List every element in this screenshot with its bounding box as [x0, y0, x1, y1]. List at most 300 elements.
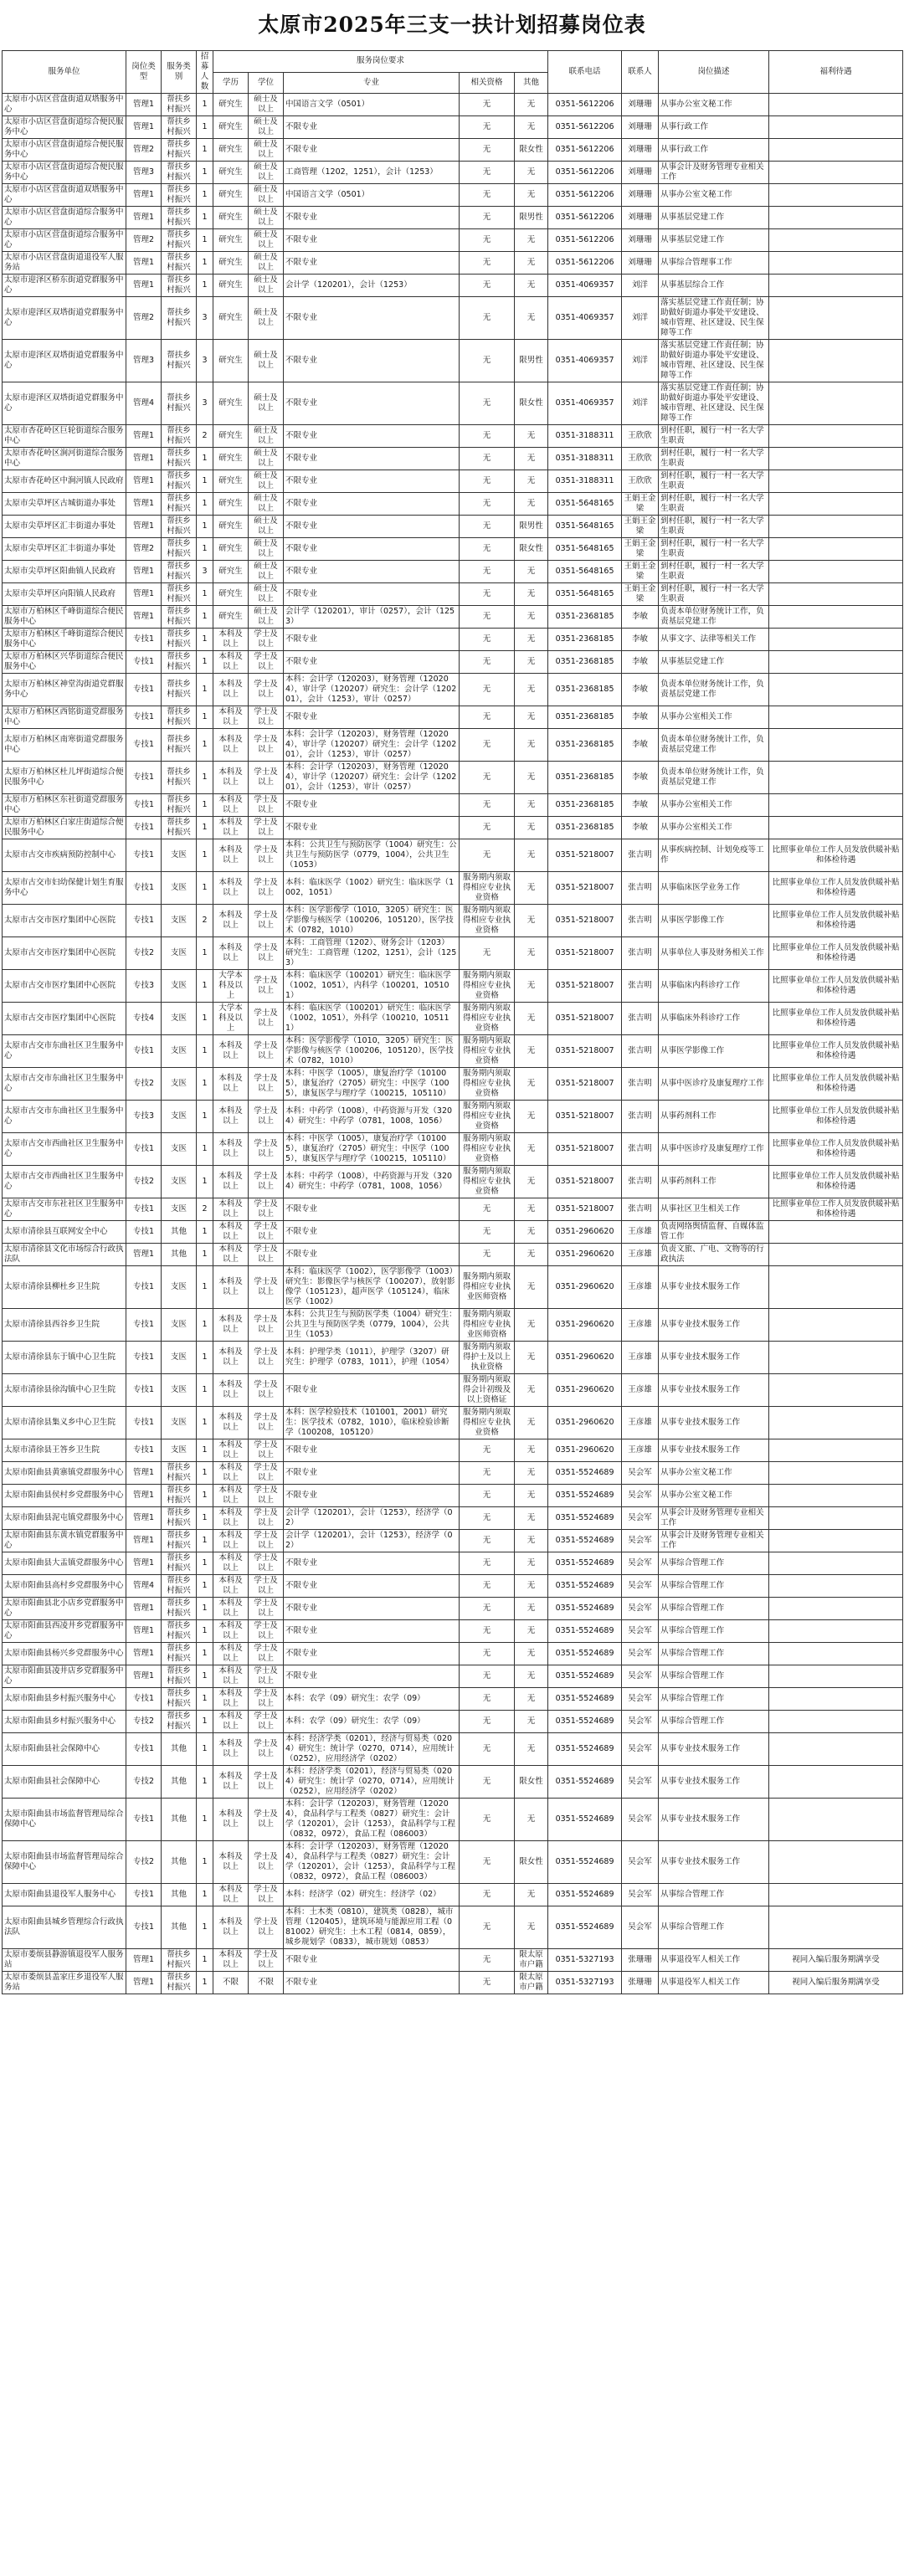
contact-cell: 张吉明	[622, 905, 659, 937]
degree-cell: 硕士及以上	[249, 252, 284, 275]
post-type-cell: 管理1	[126, 448, 162, 470]
desc-cell: 负责本单位财务统计工作，负责基层党建工作	[659, 729, 769, 762]
other-cell: 无	[515, 425, 548, 448]
other-cell: 无	[515, 729, 548, 762]
contact-cell: 李敏	[622, 651, 659, 674]
phone-cell: 0351-2368185	[548, 762, 622, 794]
major-cell: 不限专业	[284, 448, 460, 470]
major-cell: 不限专业	[284, 1374, 460, 1407]
phone-cell: 0351-5327193	[548, 1972, 622, 1994]
header-unit: 服务单位	[3, 51, 126, 94]
phone-cell: 0351-4069357	[548, 275, 622, 297]
post-type-cell: 管理2	[126, 538, 162, 561]
unit-cell: 太原市杏花岭区巨轮街道综合服务中心	[3, 425, 126, 448]
desc-cell: 从事综合管理工作	[659, 1575, 769, 1598]
contact-cell: 王彦雄	[622, 1244, 659, 1266]
desc-cell: 从事综合管理工作	[659, 1643, 769, 1665]
phone-cell: 0351-2368185	[548, 629, 622, 651]
welfare-cell	[769, 1439, 903, 1462]
header-qualification: 相关资格	[460, 72, 515, 94]
desc-cell: 到村任职，履行一村一名大学生职责	[659, 448, 769, 470]
table-row	[3, 1884, 903, 1906]
degree-cell: 学士及以上	[249, 1309, 284, 1342]
post-type-cell: 专技2	[126, 1766, 162, 1799]
degree-cell: 学士及以上	[249, 706, 284, 729]
desc-cell: 从事中医诊疗及康复理疗工作	[659, 1068, 769, 1101]
unit-cell: 太原市古交市医疗集团中心医院	[3, 970, 126, 1003]
unit-cell: 太原市古交市西曲社区卫生服务中心	[3, 1166, 126, 1198]
post-type-cell: 管理1	[126, 583, 162, 606]
phone-cell: 0351-5524689	[548, 1766, 622, 1799]
post-type-cell: 管理1	[126, 252, 162, 275]
post-type-cell: 管理1	[126, 1665, 162, 1688]
other-cell: 无	[515, 629, 548, 651]
other-cell: 限女性	[515, 538, 548, 561]
other-cell: 无	[515, 1485, 548, 1507]
major-cell: 不限专业	[284, 470, 460, 493]
contact-cell: 王娟王金梁	[622, 583, 659, 606]
count-cell: 1	[197, 1711, 213, 1733]
edu-cell: 研究生	[213, 583, 249, 606]
major-cell: 本科：医学影像学（1010，3205）研究生：医学影像与核医学（100206，105120），医学技术（0782，1010）	[284, 905, 460, 937]
welfare-cell	[769, 1530, 903, 1552]
qualification-cell: 无	[460, 1711, 515, 1733]
table-row	[3, 1342, 903, 1374]
qualification-cell: 无	[460, 340, 515, 382]
contact-cell: 吴会军	[622, 1575, 659, 1598]
service-type-cell: 帮扶乡村振兴	[162, 1972, 197, 1994]
other-cell: 无	[515, 252, 548, 275]
post-type-cell: 管理1	[126, 493, 162, 516]
service-type-cell: 帮扶乡村振兴	[162, 674, 197, 706]
degree-cell: 硕士及以上	[249, 516, 284, 538]
service-type-cell: 帮扶乡村振兴	[162, 1485, 197, 1507]
other-cell: 无	[515, 1266, 548, 1309]
other-cell: 无	[515, 1530, 548, 1552]
edu-cell: 本科及以上	[213, 1101, 249, 1133]
unit-cell: 太原市万柏林区东社街道党群服务中心	[3, 794, 126, 817]
desc-cell: 从事会计及财务管理专业相关工作	[659, 162, 769, 184]
count-cell: 1	[197, 1485, 213, 1507]
desc-cell: 从事办公室相关工作	[659, 817, 769, 839]
contact-cell: 吴会军	[622, 1799, 659, 1841]
major-cell: 本科：临床医学（1002）研究生：临床医学（1002，1051）	[284, 872, 460, 905]
unit-cell: 太原市万柏林区千峰街道综合便民服务中心	[3, 606, 126, 629]
major-cell: 不限专业	[284, 116, 460, 139]
unit-cell: 太原市小店区营盘街道综合便民服务中心	[3, 116, 126, 139]
edu-cell: 本科及以上	[213, 1841, 249, 1884]
post-type-cell: 专技2	[126, 937, 162, 970]
other-cell: 无	[515, 872, 548, 905]
post-type-cell: 专技1	[126, 1906, 162, 1949]
qualification-cell: 无	[460, 1575, 515, 1598]
service-type-cell: 帮扶乡村振兴	[162, 1643, 197, 1665]
phone-cell: 0351-5218007	[548, 1133, 622, 1166]
unit-cell: 太原市古交市妇幼保健计划生育服务中心	[3, 872, 126, 905]
unit-cell: 太原市娄烦县盖家庄乡退役军人服务站	[3, 1972, 126, 1994]
major-cell: 会计学（120201），会计（1253）	[284, 275, 460, 297]
other-cell: 无	[515, 1003, 548, 1035]
phone-cell: 0351-2368185	[548, 729, 622, 762]
count-cell: 1	[197, 1733, 213, 1766]
contact-cell: 张吉明	[622, 1166, 659, 1198]
post-type-cell: 管理2	[126, 139, 162, 162]
major-cell: 不限专业	[284, 583, 460, 606]
major-cell: 本科：中药学（1008），中药资源与开发（3204）研究生：中药学（0781，1008，1056）	[284, 1166, 460, 1198]
phone-cell: 0351-2960620	[548, 1342, 622, 1374]
desc-cell: 从事退役军人相关工作	[659, 1949, 769, 1972]
major-cell: 本科：中医学（1005），康复治疗学（101005），康复治疗（2705）研究生：中医学（1005），康复医学与理疗学（100215，105110）	[284, 1068, 460, 1101]
table-row	[3, 1133, 903, 1166]
service-type-cell: 帮扶乡村振兴	[162, 207, 197, 229]
qualification-cell: 无	[460, 706, 515, 729]
service-type-cell: 帮扶乡村振兴	[162, 184, 197, 207]
major-cell: 不限专业	[284, 1552, 460, 1575]
qualification-cell: 无	[460, 1733, 515, 1766]
contact-cell: 王欣欣	[622, 470, 659, 493]
major-cell: 不限专业	[284, 1439, 460, 1462]
qualification-cell: 无	[460, 425, 515, 448]
desc-cell: 从事临床内科诊疗工作	[659, 970, 769, 1003]
contact-cell: 刘珊珊	[622, 207, 659, 229]
service-type-cell: 支医	[162, 1003, 197, 1035]
qualification-cell: 无	[460, 1198, 515, 1221]
post-type-cell: 专技2	[126, 1711, 162, 1733]
phone-cell: 0351-2368185	[548, 651, 622, 674]
degree-cell: 学士及以上	[249, 1068, 284, 1101]
contact-cell: 吴会军	[622, 1665, 659, 1688]
edu-cell: 本科及以上	[213, 1035, 249, 1068]
desc-cell: 从事综合管理工作	[659, 1688, 769, 1711]
service-type-cell: 帮扶乡村振兴	[162, 275, 197, 297]
desc-cell: 到村任职，履行一村一名大学生职责	[659, 583, 769, 606]
unit-cell: 太原市阳曲县城乡管理综合行政执法队	[3, 1906, 126, 1949]
unit-cell: 太原市古交市东曲社区卫生服务中心	[3, 1035, 126, 1068]
phone-cell: 0351-2368185	[548, 674, 622, 706]
count-cell: 1	[197, 583, 213, 606]
contact-cell: 张吉明	[622, 872, 659, 905]
post-type-cell: 专技1	[126, 1407, 162, 1439]
service-type-cell: 帮扶乡村振兴	[162, 794, 197, 817]
count-cell: 1	[197, 1906, 213, 1949]
edu-cell: 研究生	[213, 382, 249, 425]
phone-cell: 0351-5524689	[548, 1799, 622, 1841]
table-row	[3, 1101, 903, 1133]
count-cell: 1	[197, 1575, 213, 1598]
table-row	[3, 762, 903, 794]
contact-cell: 王彦雄	[622, 1407, 659, 1439]
phone-cell: 0351-2368185	[548, 817, 622, 839]
other-cell: 无	[515, 674, 548, 706]
qualification-cell: 无	[460, 448, 515, 470]
phone-cell: 0351-2960620	[548, 1266, 622, 1309]
other-cell: 无	[515, 839, 548, 872]
count-cell: 1	[197, 706, 213, 729]
table-row	[3, 448, 903, 470]
degree-cell: 学士及以上	[249, 1462, 284, 1485]
degree-cell: 学士及以上	[249, 1552, 284, 1575]
count-cell: 1	[197, 872, 213, 905]
unit-cell: 太原市尖草坪区阳曲镇人民政府	[3, 561, 126, 583]
unit-cell: 太原市古交市疾病预防控制中心	[3, 839, 126, 872]
count-cell: 1	[197, 1309, 213, 1342]
welfare-cell: 比照事业单位工作人员发放供暖补贴和体检待遇	[769, 1166, 903, 1198]
desc-cell: 负责本单位财务统计工作，负责基层党建工作	[659, 762, 769, 794]
phone-cell: 0351-5648165	[548, 538, 622, 561]
major-cell: 不限专业	[284, 297, 460, 340]
phone-cell: 0351-5612206	[548, 229, 622, 252]
other-cell: 无	[515, 448, 548, 470]
other-cell: 无	[515, 116, 548, 139]
contact-cell: 王娟王金梁	[622, 493, 659, 516]
contact-cell: 李敏	[622, 762, 659, 794]
count-cell: 3	[197, 297, 213, 340]
desc-cell: 从事临床外科诊疗工作	[659, 1003, 769, 1035]
phone-cell: 0351-5524689	[548, 1841, 622, 1884]
recruitment-table	[2, 50, 903, 1994]
service-type-cell: 其他	[162, 1884, 197, 1906]
phone-cell: 0351-5648165	[548, 561, 622, 583]
table-row	[3, 1266, 903, 1309]
table-row	[3, 1972, 903, 1994]
post-type-cell: 管理4	[126, 1575, 162, 1598]
major-cell: 不限专业	[284, 382, 460, 425]
degree-cell: 不限	[249, 1972, 284, 1994]
service-type-cell: 支医	[162, 1101, 197, 1133]
degree-cell: 学士及以上	[249, 1884, 284, 1906]
unit-cell: 太原市阳曲县市场监督管理局综合保障中心	[3, 1799, 126, 1841]
post-type-cell: 专技1	[126, 1309, 162, 1342]
service-type-cell: 帮扶乡村振兴	[162, 629, 197, 651]
unit-cell: 太原市万柏林区白家庄街道综合便民服务中心	[3, 817, 126, 839]
other-cell: 无	[515, 651, 548, 674]
phone-cell: 0351-5648165	[548, 493, 622, 516]
phone-cell: 0351-5524689	[548, 1552, 622, 1575]
unit-cell: 太原市清徐县王答乡卫生院	[3, 1439, 126, 1462]
degree-cell: 学士及以上	[249, 1766, 284, 1799]
edu-cell: 本科及以上	[213, 1949, 249, 1972]
edu-cell: 研究生	[213, 448, 249, 470]
degree-cell: 硕士及以上	[249, 606, 284, 629]
other-cell: 无	[515, 1552, 548, 1575]
service-type-cell: 帮扶乡村振兴	[162, 651, 197, 674]
service-type-cell: 帮扶乡村振兴	[162, 425, 197, 448]
table-row	[3, 1766, 903, 1799]
qualification-cell: 无	[460, 252, 515, 275]
welfare-cell: 比照事业单位工作人员发放供暖补贴和体检待遇	[769, 839, 903, 872]
desc-cell: 从事医学影像工作	[659, 1035, 769, 1068]
table-row	[3, 229, 903, 252]
phone-cell: 0351-3188311	[548, 470, 622, 493]
service-type-cell: 帮扶乡村振兴	[162, 493, 197, 516]
desc-cell: 从事专业技术服务工作	[659, 1799, 769, 1841]
major-cell: 不限专业	[284, 538, 460, 561]
post-type-cell: 管理1	[126, 1598, 162, 1620]
major-cell: 不限专业	[284, 1949, 460, 1972]
welfare-cell	[769, 116, 903, 139]
other-cell: 无	[515, 1035, 548, 1068]
edu-cell: 本科及以上	[213, 1374, 249, 1407]
phone-cell: 0351-5648165	[548, 516, 622, 538]
phone-cell: 0351-5524689	[548, 1643, 622, 1665]
qualification-cell: 无	[460, 162, 515, 184]
qualification-cell: 无	[460, 229, 515, 252]
count-cell: 1	[197, 1101, 213, 1133]
contact-cell: 王彦雄	[622, 1221, 659, 1244]
table-row	[3, 706, 903, 729]
desc-cell: 到村任职，履行一村一名大学生职责	[659, 516, 769, 538]
edu-cell: 大学本科及以上	[213, 1003, 249, 1035]
post-type-cell: 管理1	[126, 606, 162, 629]
contact-cell: 刘珊珊	[622, 252, 659, 275]
unit-cell: 太原市清徐县柳杜乡卫生院	[3, 1266, 126, 1309]
count-cell: 1	[197, 1407, 213, 1439]
welfare-cell	[769, 470, 903, 493]
qualification-cell: 无	[460, 1799, 515, 1841]
post-type-cell: 专技1	[126, 706, 162, 729]
table-row	[3, 674, 903, 706]
contact-cell: 张吉明	[622, 1003, 659, 1035]
table-row	[3, 1733, 903, 1766]
table-row	[3, 794, 903, 817]
major-cell: 不限专业	[284, 706, 460, 729]
welfare-cell	[769, 762, 903, 794]
degree-cell: 硕士及以上	[249, 493, 284, 516]
qualification-cell: 无	[460, 1766, 515, 1799]
other-cell: 无	[515, 606, 548, 629]
phone-cell: 0351-5218007	[548, 1068, 622, 1101]
qualification-cell: 无	[460, 1462, 515, 1485]
contact-cell: 吴会军	[622, 1711, 659, 1733]
degree-cell: 学士及以上	[249, 1575, 284, 1598]
major-cell: 本科：会计学（120203），财务管理（120204），审计学（120207）研究生：会计学（120201），会计（1253），审计（0257）	[284, 674, 460, 706]
edu-cell: 本科及以上	[213, 706, 249, 729]
post-type-cell: 专技3	[126, 1101, 162, 1133]
welfare-cell: 比照事业单位工作人员发放供暖补贴和体检待遇	[769, 970, 903, 1003]
qualification-cell: 无	[460, 729, 515, 762]
degree-cell: 硕士及以上	[249, 583, 284, 606]
major-cell: 本科：会计学（120203），财务管理（120204），审计学（120207）研究生：会计学（120201），会计（1253），审计（0257）	[284, 729, 460, 762]
welfare-cell	[769, 1374, 903, 1407]
service-type-cell: 支医	[162, 1133, 197, 1166]
unit-cell: 太原市小店区营盘街道双塔服务中心	[3, 94, 126, 116]
table-row	[3, 516, 903, 538]
degree-cell: 学士及以上	[249, 1598, 284, 1620]
other-cell: 无	[515, 1733, 548, 1766]
desc-cell: 从事专业技术服务工作	[659, 1766, 769, 1799]
service-type-cell: 其他	[162, 1906, 197, 1949]
table-row	[3, 970, 903, 1003]
phone-cell: 0351-2960620	[548, 1244, 622, 1266]
edu-cell: 本科及以上	[213, 817, 249, 839]
contact-cell: 刘珊珊	[622, 162, 659, 184]
other-cell: 无	[515, 229, 548, 252]
other-cell: 无	[515, 706, 548, 729]
post-type-cell: 专技1	[126, 1198, 162, 1221]
other-cell: 无	[515, 1101, 548, 1133]
edu-cell: 本科及以上	[213, 1884, 249, 1906]
service-type-cell: 帮扶乡村振兴	[162, 1552, 197, 1575]
unit-cell: 太原市尖草坪区汇丰街道办事处	[3, 516, 126, 538]
phone-cell: 0351-5524689	[548, 1711, 622, 1733]
phone-cell: 0351-5218007	[548, 1198, 622, 1221]
contact-cell: 李敏	[622, 706, 659, 729]
degree-cell: 学士及以上	[249, 1620, 284, 1643]
degree-cell: 学士及以上	[249, 762, 284, 794]
welfare-cell	[769, 1620, 903, 1643]
service-type-cell: 帮扶乡村振兴	[162, 162, 197, 184]
table-row	[3, 139, 903, 162]
desc-cell: 从事专业技术服务工作	[659, 1841, 769, 1884]
degree-cell: 学士及以上	[249, 629, 284, 651]
desc-cell: 从事基层党建工作	[659, 207, 769, 229]
other-cell: 无	[515, 1309, 548, 1342]
other-cell: 无	[515, 297, 548, 340]
major-cell: 本科：会计学（120203），财务管理（120204），食品科学与工程类（0827）研究生：会计学（120201），会计（1253），食品科学与工程（0832，0972），食品工程（086003）	[284, 1841, 460, 1884]
major-cell: 本科：土木类（0810），建筑类（0828），城市管理（120405），建筑环境与能源应用工程（081002）研究生：土木工程（0814，0859），城乡规划学（0833），城市规划（0853）	[284, 1906, 460, 1949]
unit-cell: 太原市阳曲县社会保障中心	[3, 1766, 126, 1799]
degree-cell: 硕士及以上	[249, 538, 284, 561]
count-cell: 1	[197, 1972, 213, 1994]
degree-cell: 学士及以上	[249, 817, 284, 839]
table-row	[3, 1688, 903, 1711]
qualification-cell: 无	[460, 116, 515, 139]
degree-cell: 学士及以上	[249, 794, 284, 817]
service-type-cell: 支医	[162, 937, 197, 970]
header-edu: 学历	[213, 72, 249, 94]
qualification-cell: 无	[460, 651, 515, 674]
unit-cell: 太原市古交市东曲社区卫生服务中心	[3, 1101, 126, 1133]
contact-cell: 吴会军	[622, 1507, 659, 1530]
edu-cell: 本科及以上	[213, 1530, 249, 1552]
major-cell: 本科：农学（09）研究生：农学（09）	[284, 1688, 460, 1711]
contact-cell: 张吉明	[622, 1133, 659, 1166]
major-cell: 不限专业	[284, 651, 460, 674]
count-cell: 1	[197, 1766, 213, 1799]
count-cell: 1	[197, 1884, 213, 1906]
major-cell: 本科：临床医学（100201）研究生：临床医学（1002，1051），内科学（100201，105101）	[284, 970, 460, 1003]
major-cell: 本科：会计学（120203），财务管理（120204），审计学（120207）研究生：会计学（120201），会计（1253），审计（0257）	[284, 762, 460, 794]
phone-cell: 0351-5524689	[548, 1485, 622, 1507]
contact-cell: 刘珊珊	[622, 184, 659, 207]
table-row	[3, 872, 903, 905]
service-type-cell: 其他	[162, 1733, 197, 1766]
desc-cell: 从事专业技术服务工作	[659, 1733, 769, 1766]
degree-cell: 学士及以上	[249, 1485, 284, 1507]
unit-cell: 太原市万柏林区南寒街道党群服务中心	[3, 729, 126, 762]
other-cell: 无	[515, 1439, 548, 1462]
desc-cell: 从事综合管理事工作	[659, 252, 769, 275]
service-type-cell: 支医	[162, 1035, 197, 1068]
count-cell: 1	[197, 1266, 213, 1309]
table-row	[3, 1374, 903, 1407]
major-cell: 不限专业	[284, 1221, 460, 1244]
welfare-cell: 比照事业单位工作人员发放供暖补贴和体检待遇	[769, 1003, 903, 1035]
phone-cell: 0351-2960620	[548, 1374, 622, 1407]
unit-cell: 太原市阳曲县西凌井乡党群服务中心	[3, 1620, 126, 1643]
service-type-cell: 帮扶乡村振兴	[162, 762, 197, 794]
qualification-cell: 无	[460, 538, 515, 561]
other-cell: 无	[515, 1643, 548, 1665]
count-cell: 1	[197, 1949, 213, 1972]
count-cell: 1	[197, 1462, 213, 1485]
welfare-cell	[769, 538, 903, 561]
edu-cell: 本科及以上	[213, 1198, 249, 1221]
count-cell: 1	[197, 1133, 213, 1166]
desc-cell: 从事办公室文秘工作	[659, 94, 769, 116]
desc-cell: 落实基层党建工作责任制；协助做好街道办事处平安建设、城市管理、社区建设、民生保障等工作	[659, 297, 769, 340]
service-type-cell: 帮扶乡村振兴	[162, 729, 197, 762]
